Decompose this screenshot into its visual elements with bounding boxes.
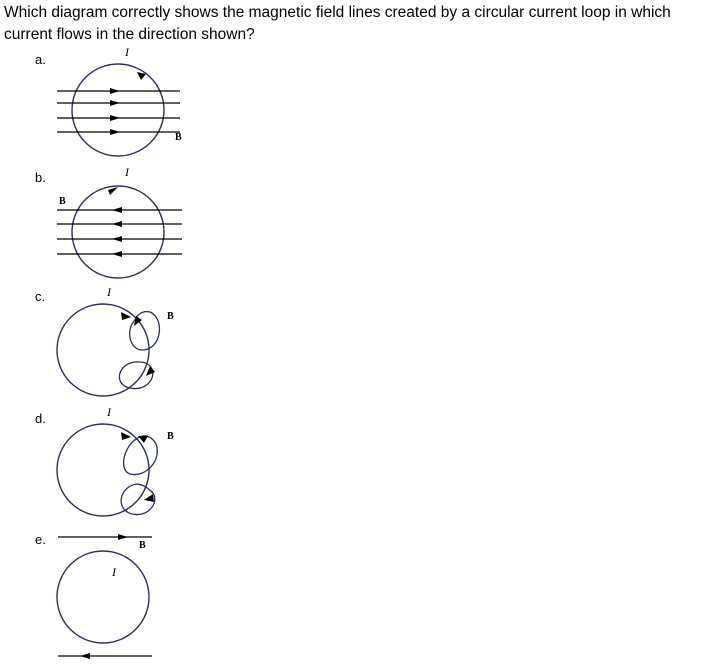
option-a-current-loop	[72, 64, 164, 156]
option-e-field-symbol: B	[139, 540, 146, 551]
option-b-field-symbol: B	[59, 196, 66, 207]
option-a-field-arrows	[110, 88, 120, 135]
option-d-field-symbol: B	[167, 431, 174, 442]
option-c-field-arrow-lower	[146, 366, 155, 376]
option-e-current-symbol: I	[112, 565, 116, 579]
option-d-field-arrow-lower	[144, 494, 154, 502]
option-b-field-lines	[57, 210, 182, 254]
option-d-diagram[interactable]	[57, 424, 157, 516]
option-b-field-arrows	[112, 207, 122, 257]
option-c-diagram[interactable]	[57, 304, 159, 396]
option-b-current-arrow	[108, 187, 118, 195]
option-d-current-loop	[57, 424, 149, 516]
option-a-diagram[interactable]	[57, 64, 180, 156]
option-a-current-symbol: I	[125, 45, 129, 59]
option-d-current-symbol: I	[107, 405, 111, 419]
option-b-current-symbol: I	[125, 165, 129, 179]
option-a-field-symbol: B	[175, 132, 182, 143]
option-c-field-symbol: B	[167, 311, 174, 322]
option-c-current-symbol: I	[107, 285, 111, 299]
option-e-current-loop	[57, 551, 149, 643]
option-b-current-loop	[72, 186, 164, 278]
option-c-lower-field-loop	[119, 362, 152, 389]
option-e-top-field-arrow	[118, 534, 128, 540]
option-e-diagram[interactable]	[57, 534, 152, 659]
question-text: Which diagram correctly shows the magnetic field lines created by a circular current loop in which current flows in the direction shown?	[4, 4, 671, 43]
option-b-diagram[interactable]	[57, 186, 182, 278]
option-e-bottom-field-arrow	[80, 653, 90, 659]
option-b-label[interactable]: b.	[35, 170, 46, 185]
option-d-upper-field-loop	[124, 436, 158, 475]
option-e-label[interactable]: e.	[35, 532, 46, 547]
option-a-label[interactable]: a.	[35, 52, 46, 67]
option-c-label[interactable]: c.	[35, 289, 46, 304]
option-d-label[interactable]: d.	[35, 411, 46, 426]
